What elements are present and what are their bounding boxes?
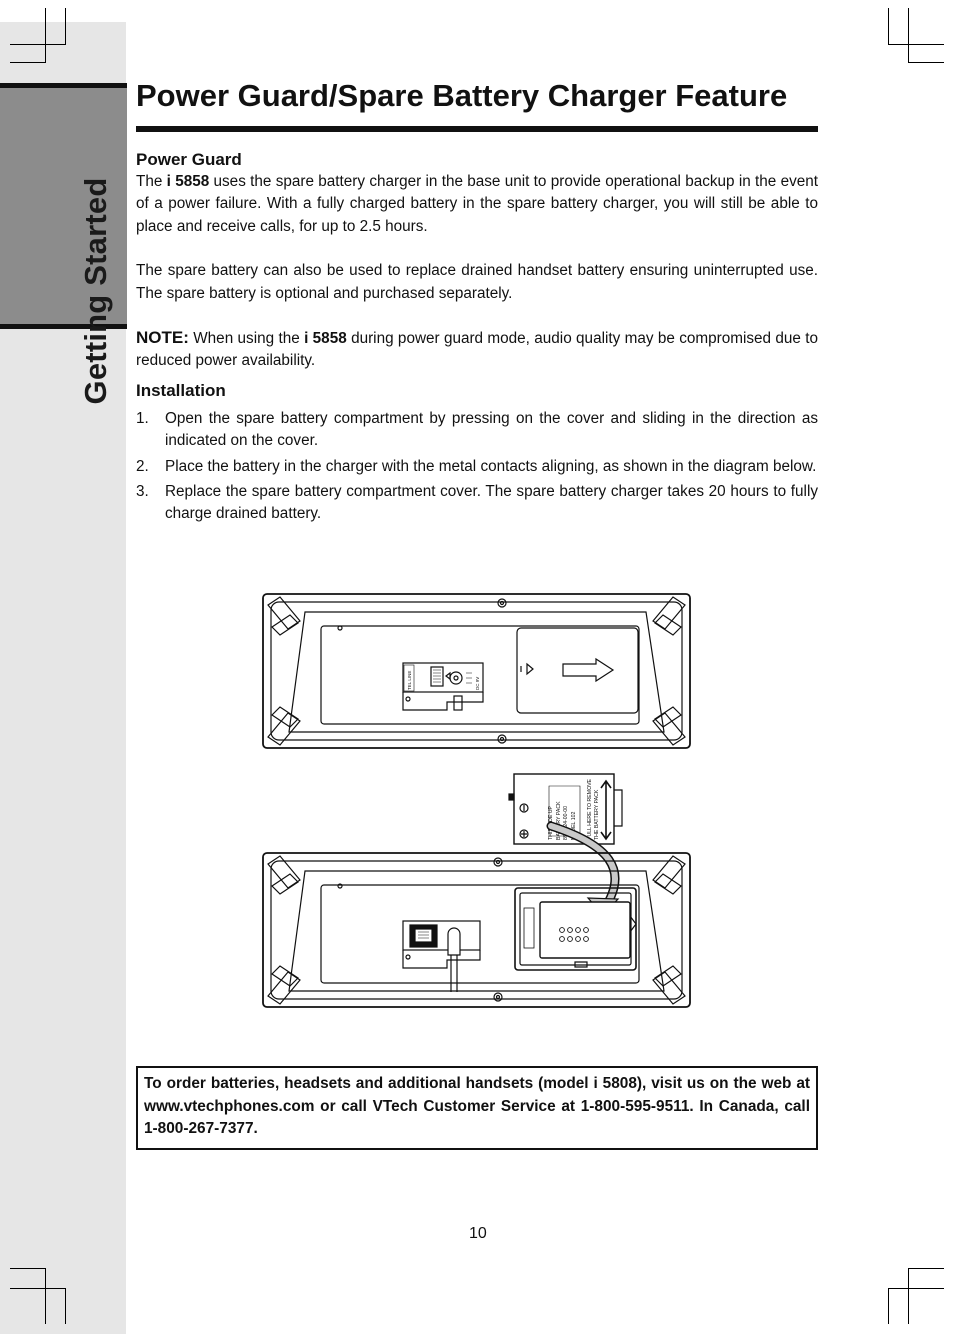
section-tab-label: Getting Started <box>78 177 113 405</box>
installation-heading: Installation <box>136 380 226 400</box>
svg-text:THIS SIDE UP: THIS SIDE UP <box>548 805 554 840</box>
page-title: Power Guard/Spare Battery Charger Feature <box>136 78 788 113</box>
svg-text:MODEL 102: MODEL 102 <box>571 811 577 840</box>
list-item: 3. Replace the spare battery compartment cover. The spare battery charger takes 20 hours to fully charge drained battery. <box>136 483 818 523</box>
svg-text:PULL HERE TO REMOVE: PULL HERE TO REMOVE <box>587 778 593 840</box>
power-guard-paragraph: The i 5858 uses the spare battery charger in the base unit to provide operational backup in the event of a power failure. With a fully charged battery in the spare battery charger, you will still be able to place and receive calls, for up to 2.5 hours. <box>136 173 818 235</box>
svg-text:BATTERY PACK: BATTERY PACK <box>556 801 562 840</box>
order-info-box: To order batteries, headsets and additional handsets (model i 5808), visit us on the web at www.vtechphones.com or call VTech Customer Service at 1-800-595-9511. In Canada, call 1-800-267-7377. <box>136 1066 818 1150</box>
spare-battery-paragraph: The spare battery can also be used to replace drained handset battery ensuring uninterrupted use. The spare battery is optional and purchased separately. <box>136 262 818 302</box>
list-item: 2. Place the battery in the charger with the metal contacts aligning, as shown in the diagram below. <box>136 457 817 475</box>
svg-text:89-1324-00-00: 89-1324-00-00 <box>563 805 569 840</box>
list-item: 1. Open the spare battery compartment by pressing on the cover and sliding in the direction as indicated on the cover. <box>136 409 818 450</box>
base-unit-cover-closed <box>263 594 690 748</box>
note-paragraph: NOTE: When using the i 5858 during power guard mode, audio quality may be compromised due to reduced power availability. <box>136 328 819 370</box>
svg-text:THE BATTERY PACK: THE BATTERY PACK <box>594 789 600 840</box>
power-guard-heading: Power Guard <box>136 150 242 169</box>
note-model-number: i 5858 <box>304 330 347 348</box>
svg-text:DC 9V: DC 9V <box>475 676 480 690</box>
note-label: NOTE: <box>136 328 189 348</box>
svg-text:TEL LINE: TEL LINE <box>407 670 412 690</box>
base-unit-cover-open <box>263 853 690 1007</box>
model-number: i 5858 <box>166 173 210 190</box>
page-number: 10 <box>469 1225 487 1242</box>
